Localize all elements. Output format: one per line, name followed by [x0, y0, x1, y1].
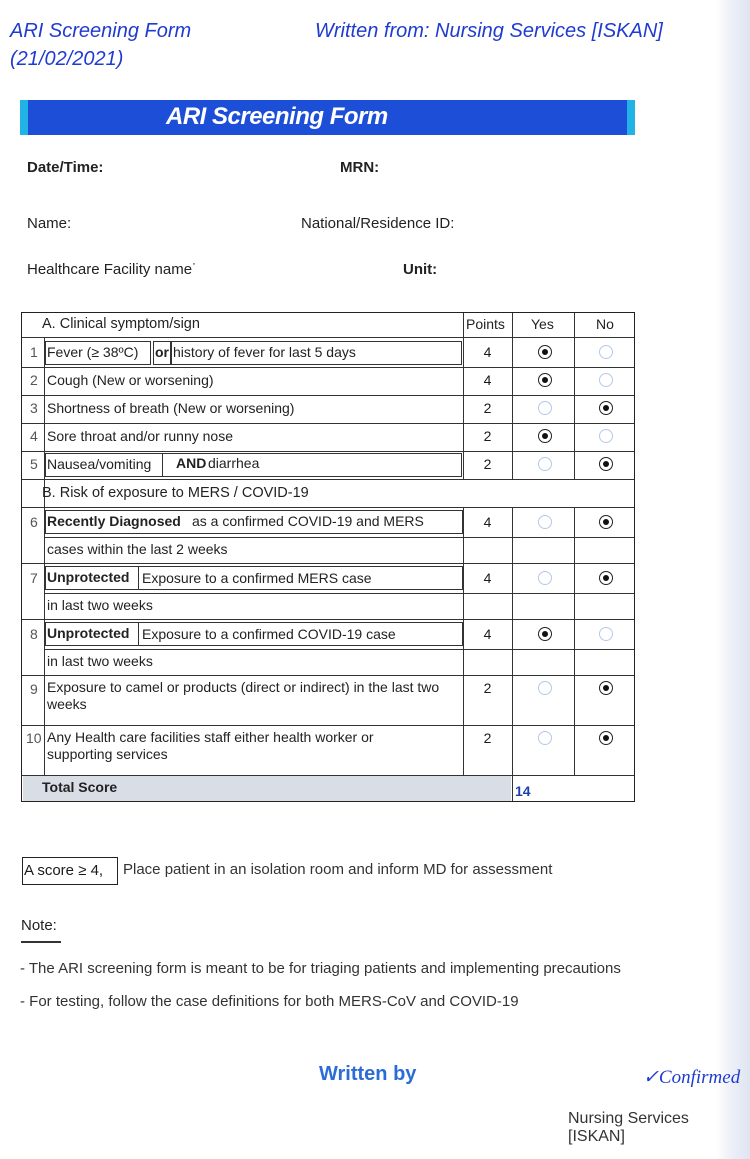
no-radio[interactable] — [599, 429, 613, 443]
row-points: 2 — [483, 400, 492, 416]
row-divider — [22, 725, 634, 726]
row-text: Sore throat and/or runny nose — [47, 428, 234, 444]
row-divider — [22, 423, 634, 424]
no-radio[interactable] — [599, 681, 613, 695]
page-edge-shadow — [716, 0, 750, 1159]
points-header: Points — [466, 316, 505, 332]
note-underline — [21, 941, 61, 943]
row-conjunction: or — [155, 344, 169, 360]
row-text-continued: in last two weeks — [47, 597, 153, 613]
row-number: 2 — [30, 372, 38, 388]
row-text: Exposure to a confirmed COVID-19 case — [142, 626, 396, 642]
row-points: 4 — [483, 344, 492, 360]
section-b-header: B. Risk of exposure to MERS / COVID-19 — [42, 485, 309, 501]
row-text: Any Health care facilities staff either health worker or supporting services — [47, 729, 374, 762]
row-bold-text: Unprotected — [47, 625, 130, 641]
yes-radio[interactable] — [538, 681, 552, 695]
col-divider — [44, 337, 45, 775]
row-points: 2 — [483, 428, 492, 444]
row-divider — [22, 775, 634, 776]
yes-radio[interactable] — [538, 345, 552, 359]
row-number: 1 — [30, 344, 38, 360]
row-text: Shortness of breath (New or worsening) — [47, 400, 295, 416]
row-text: Cough (New or worsening) — [47, 372, 214, 388]
confirmed-stamp: ✓Confirmed — [643, 1067, 741, 1088]
row-divider — [44, 593, 634, 594]
row-divider — [22, 337, 634, 338]
row-text: Exposure to camel or products (direct or indirect) in the last two weeks — [47, 679, 440, 712]
yes-radio[interactable] — [538, 731, 552, 745]
no-radio[interactable] — [599, 345, 613, 359]
handwritten-date: (21/02/2021) — [10, 48, 124, 70]
mrn-label: MRN: — [340, 159, 380, 176]
date-time-label: Date/Time: — [27, 159, 104, 176]
col-divider — [512, 775, 513, 801]
nursing-services-label: Nursing Services [ISKAN] — [568, 1110, 689, 1145]
yes-radio[interactable] — [538, 401, 552, 415]
row-divider — [22, 479, 634, 480]
row-number: 5 — [30, 456, 38, 472]
row-points: 4 — [483, 514, 492, 530]
row-text-continued: in last two weeks — [47, 653, 153, 669]
yes-header: Yes — [531, 316, 554, 332]
score-instruction: Place patient in an isolation room and inform MD for assessment — [123, 861, 553, 878]
total-score-label: Total Score — [42, 779, 118, 795]
form-title: ARI Screening Form — [166, 103, 388, 130]
section-a-header: A. Clinical symptom/sign — [42, 316, 200, 332]
national-id-label: National/Residence ID: — [301, 215, 455, 232]
row-text: as a confirmed COVID-19 and MERS — [192, 513, 424, 529]
written-by-label: Written by — [319, 1063, 417, 1085]
row-divider — [22, 619, 634, 620]
row-divider — [44, 537, 634, 538]
yes-radio[interactable] — [538, 571, 552, 585]
yes-radio[interactable] — [538, 627, 552, 641]
row-points: 4 — [483, 570, 492, 586]
total-score-value: 14 — [515, 783, 531, 799]
row-points: 4 — [483, 626, 492, 642]
row-text: Fever (≥ 38ºC) — [47, 344, 139, 360]
row-number: 9 — [30, 681, 38, 697]
row-points: 4 — [483, 372, 492, 388]
no-radio[interactable] — [599, 373, 613, 387]
facility-label: Healthcare Facility name˙ — [27, 261, 198, 278]
row-number: 6 — [30, 514, 38, 530]
row-text: Nausea/vomiting — [47, 456, 152, 472]
row-divider — [44, 649, 634, 650]
yes-radio[interactable] — [538, 429, 552, 443]
row-points: 2 — [483, 456, 492, 472]
row-divider — [22, 451, 634, 452]
row-number: 4 — [30, 428, 38, 444]
row-text: history of fever for last 5 days — [173, 344, 356, 360]
handwritten-form-title: ARI Screening Form — [10, 20, 192, 42]
handwritten-written-from: Written from: Nursing Services [ISKAN] — [315, 20, 663, 42]
note-item: - The ARI screening form is meant to be for triaging patients and implementing precautions — [20, 960, 621, 977]
note-label: Note: — [21, 917, 57, 934]
row-number: 7 — [30, 570, 38, 586]
col-divider — [512, 507, 513, 775]
no-radio[interactable] — [599, 515, 613, 529]
row-divider — [22, 367, 634, 368]
row-bold-text: Unprotected — [47, 569, 130, 585]
row-points: 2 — [483, 730, 492, 746]
no-radio[interactable] — [599, 457, 613, 471]
col-divider — [574, 507, 575, 775]
unit-label: Unit: — [403, 261, 438, 278]
row-divider — [22, 395, 634, 396]
row-divider — [22, 563, 634, 564]
col-divider — [512, 313, 513, 479]
no-radio[interactable] — [599, 731, 613, 745]
row-divider — [22, 507, 634, 508]
yes-radio[interactable] — [538, 457, 552, 471]
yes-radio[interactable] — [538, 373, 552, 387]
row-text-continued: cases within the last 2 weeks — [47, 541, 228, 557]
name-label: Name: — [27, 215, 72, 232]
row-number: 3 — [30, 400, 38, 416]
screening-table — [21, 312, 635, 802]
yes-radio[interactable] — [538, 515, 552, 529]
row-conjunction: AND — [176, 455, 207, 471]
row-text: diarrhea — [208, 455, 260, 471]
no-header: No — [596, 316, 614, 332]
row-divider — [22, 675, 634, 676]
col-divider — [574, 313, 575, 479]
row-bold-text: Recently Diagnosed — [47, 513, 181, 529]
row-number: 10 — [26, 730, 42, 746]
row-points: 2 — [483, 680, 492, 696]
note-item: - For testing, follow the case definitions for both MERS-CoV and COVID-19 — [20, 993, 519, 1010]
score-threshold-box: A score ≥ 4, — [22, 857, 118, 885]
col-divider — [463, 313, 464, 479]
no-radio[interactable] — [599, 401, 613, 415]
row-number: 8 — [30, 626, 38, 642]
no-radio[interactable] — [599, 627, 613, 641]
form-title-banner — [20, 100, 635, 135]
row-text: Exposure to a confirmed MERS case — [142, 570, 372, 586]
no-radio[interactable] — [599, 571, 613, 585]
